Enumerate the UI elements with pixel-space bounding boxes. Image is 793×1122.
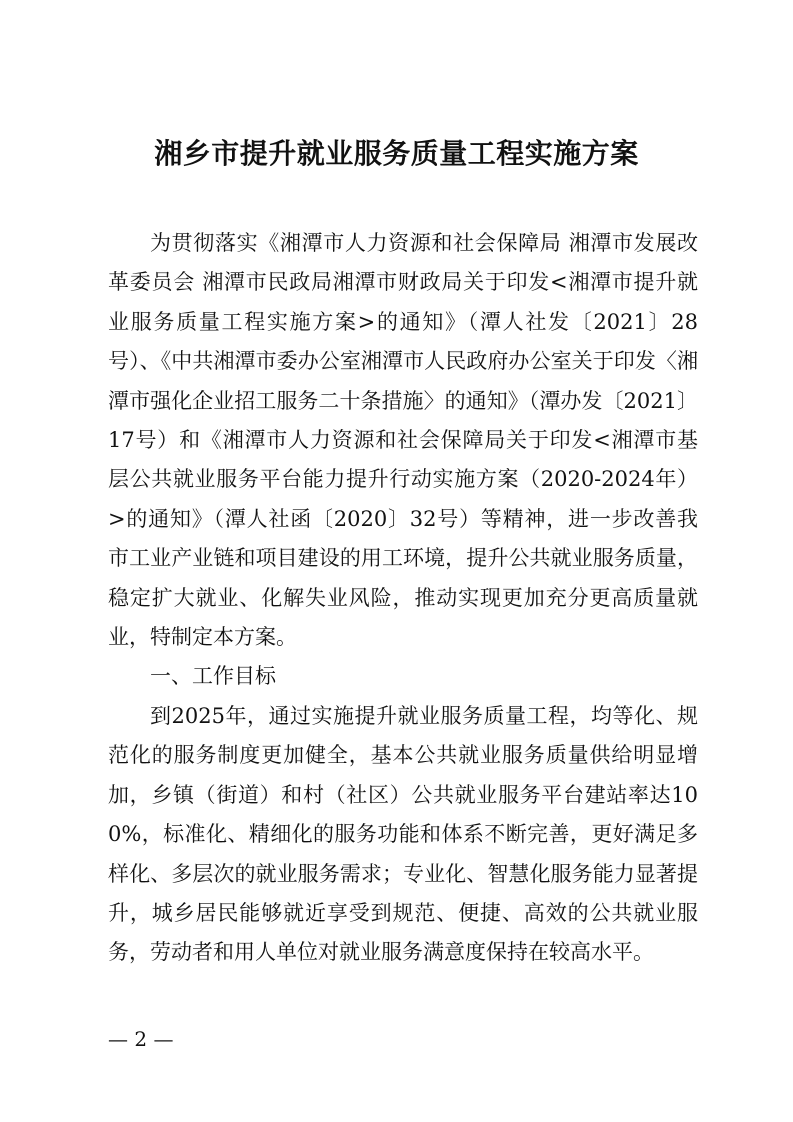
section-heading-work-goals: 一、工作目标 [150, 664, 276, 689]
intro-paragraph: 为贯彻落实《湘潭市人力资源和社会保障局 湘潭市发展改革委员会 湘潭市民政局湘潭市财政局关于印发<湘潭市提升就业服务质量工程实施方案>的通知》（潭人社发〔2021〕28号）、《中共湘潭市委办公室湘潭市人民政府办公室关于印发〈湘潭市强化企业招工服务二十条措施〉的通知》（潭办发〔2021〕17号）和《湘潭市人力资源和社会保障局关于印发<湘潭市基层公共就业服务平台能力提升行动实施方案（2020-2024年）>的通知》（潭人社函〔2020〕32号）等精神，进一步改善我市工业产业链和项目建设的用工环境，提升公共就业服务质量，稳定扩大就业、化解失业风险，推动实现更加充分更高质量就业，特制定本方案。 [108, 231, 698, 650]
document-body [108, 224, 698, 973]
document-title: 湘乡市提升就业服务质量工程实施方案 [154, 137, 639, 170]
page-number: — 2 — [108, 1027, 174, 1051]
goals-paragraph: 到2025年，通过实施提升就业服务质量工程，均等化、规范化的服务制度更加健全，基本公共就业服务质量供给明显增加，乡镇（街道）和村（社区）公共就业服务平台建站率达100%，标准化、精细化的服务功能和体系不断完善，更好满足多样化、多层次的就业服务需求；专业化、智慧化服务能力显著提升，城乡居民能够就近享受到规范、便捷、高效的公共就业服务，劳动者和用人单位对就业服务满意度保持在较高水平。 [108, 703, 698, 965]
